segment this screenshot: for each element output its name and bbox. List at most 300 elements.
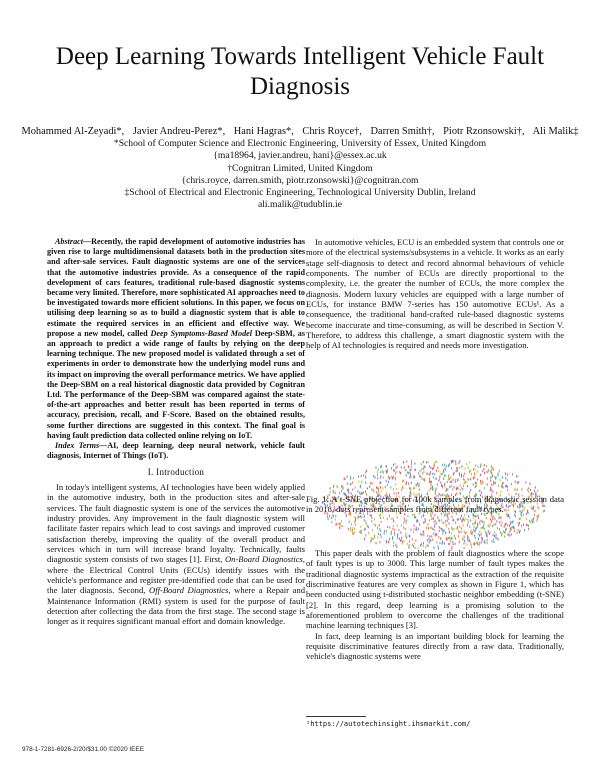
tsne-point — [461, 514, 462, 517]
tsne-point — [445, 520, 446, 523]
tsne-point — [452, 488, 453, 491]
tsne-point — [350, 527, 351, 530]
tsne-point — [360, 515, 361, 518]
figure-caption: Fig. 1: A t-SNE projection for 100k samples from diagnostic session data in 2018, dots represent samples from different fault types. — [306, 494, 564, 515]
tsne-point — [505, 477, 506, 480]
tsne-point — [452, 460, 453, 463]
tsne-point — [507, 524, 508, 527]
tsne-point — [386, 479, 387, 482]
tsne-point — [364, 538, 365, 541]
tsne-point — [416, 526, 417, 529]
tsne-point — [352, 531, 353, 534]
tsne-point — [408, 465, 409, 468]
tsne-point — [374, 518, 375, 521]
tsne-point — [464, 519, 465, 522]
tsne-point — [419, 482, 420, 485]
tsne-point — [434, 473, 435, 476]
tsne-point — [473, 468, 474, 471]
tsne-point — [430, 466, 431, 469]
tsne-point — [352, 488, 353, 491]
tsne-point — [483, 526, 484, 529]
tsne-point — [466, 543, 467, 546]
tsne-point — [517, 531, 518, 534]
tsne-point — [478, 533, 479, 536]
tsne-point — [489, 532, 490, 535]
tsne-point — [467, 518, 468, 521]
left-column — [47, 237, 305, 627]
tsne-point — [434, 521, 435, 524]
tsne-point — [517, 481, 518, 484]
tsne-point — [380, 476, 381, 479]
author-names — [20, 126, 580, 138]
tsne-point — [410, 473, 411, 476]
tsne-point — [393, 520, 394, 523]
tsne-point — [466, 531, 467, 534]
tsne-point — [512, 520, 513, 523]
tsne-point — [459, 541, 460, 544]
tsne-point — [361, 475, 362, 478]
tsne-point — [379, 541, 380, 544]
tsne-point — [423, 531, 424, 534]
tsne-point — [473, 483, 474, 486]
tsne-point — [419, 488, 420, 491]
tsne-point — [496, 476, 497, 479]
tsne-point — [438, 519, 439, 522]
tsne-point — [496, 537, 497, 540]
tsne-point — [467, 478, 468, 481]
tsne-point — [457, 486, 458, 489]
tsne-point — [412, 544, 413, 547]
right-column-continued — [306, 548, 564, 662]
tsne-point — [535, 486, 536, 489]
tsne-point — [375, 466, 376, 469]
tsne-point — [440, 481, 441, 484]
tsne-point — [427, 461, 428, 464]
tsne-point — [403, 540, 404, 543]
tsne-point — [474, 476, 475, 479]
tsne-point — [333, 490, 334, 493]
tsne-point — [388, 480, 389, 483]
tsne-point — [455, 463, 456, 466]
tsne-point — [472, 523, 473, 526]
tsne-point — [455, 521, 456, 524]
model-name: Deep Symptoms-Based Model — [150, 328, 253, 338]
tsne-point — [478, 537, 479, 540]
tsne-point — [445, 490, 446, 493]
tsne-point — [371, 520, 372, 523]
tsne-point — [395, 483, 396, 486]
tsne-point — [385, 486, 386, 489]
tsne-point — [476, 484, 477, 487]
tsne-point — [499, 528, 500, 531]
tsne-point — [416, 484, 417, 487]
tsne-point — [373, 489, 374, 492]
tsne-point — [473, 525, 474, 528]
tsne-point — [427, 534, 428, 537]
tsne-point — [477, 542, 478, 545]
tsne-point — [426, 472, 427, 475]
tsne-point — [388, 475, 389, 478]
tsne-point — [534, 490, 535, 493]
tsne-point — [448, 476, 449, 479]
body-paragraph: In fact, deep learning is an important building block for learning the requisite discriminative features directly from a raw data. Traditionally, vehicle's diagnostic systems were — [306, 630, 564, 662]
tsne-point — [370, 482, 371, 485]
tsne-point — [336, 523, 337, 526]
tsne-point — [380, 517, 381, 520]
tsne-point — [341, 485, 342, 488]
tsne-point — [406, 474, 407, 477]
tsne-point — [449, 463, 450, 466]
tsne-point — [382, 487, 383, 490]
tsne-point — [399, 537, 400, 540]
tsne-point — [421, 533, 422, 536]
tsne-point — [519, 518, 520, 521]
tsne-point — [429, 478, 430, 481]
tsne-point — [470, 519, 471, 522]
tsne-point — [493, 515, 494, 518]
tsne-point — [358, 475, 359, 478]
tsne-point — [493, 538, 494, 541]
tsne-point — [383, 471, 384, 474]
tsne-point — [456, 470, 457, 473]
tsne-point — [384, 530, 385, 533]
tsne-point — [511, 528, 512, 531]
tsne-point — [428, 538, 429, 541]
tsne-point — [429, 519, 430, 522]
tsne-point — [488, 469, 489, 472]
tsne-point — [386, 465, 387, 468]
tsne-point — [384, 532, 385, 535]
affiliation-line: *School of Computer Science and Electronic Engineering, University of Essex, United Kingdom — [113, 138, 487, 150]
tsne-point — [395, 543, 396, 546]
tsne-point — [342, 487, 343, 490]
tsne-point — [467, 485, 468, 488]
tsne-point — [435, 461, 436, 464]
tsne-point — [406, 519, 407, 522]
tsne-point — [436, 522, 437, 525]
tsne-point — [406, 536, 407, 539]
tsne-point — [430, 539, 431, 542]
tsne-point — [453, 486, 454, 489]
tsne-point — [482, 520, 483, 523]
tsne-point — [463, 478, 464, 481]
tsne-point — [473, 529, 474, 532]
tsne-point — [491, 540, 492, 543]
tsne-point — [403, 480, 404, 483]
tsne-point — [514, 487, 515, 490]
tsne-point — [454, 534, 455, 537]
tsne-point — [371, 488, 372, 491]
tsne-point — [510, 521, 511, 524]
tsne-point — [374, 536, 375, 539]
tsne-point — [349, 520, 350, 523]
tsne-point — [388, 540, 389, 543]
footnote: ¹https://autotechinsight.ihsmarkit.com/ — [306, 720, 471, 728]
tsne-point — [372, 538, 373, 541]
tsne-point — [360, 525, 361, 528]
tsne-point — [348, 488, 349, 491]
tsne-point — [521, 525, 522, 528]
tsne-point — [444, 542, 445, 545]
tsne-point — [481, 527, 482, 530]
tsne-point — [489, 525, 490, 528]
tsne-point — [475, 527, 476, 530]
tsne-point — [403, 526, 404, 529]
tsne-point — [470, 470, 471, 473]
tsne-point — [328, 518, 329, 521]
tsne-point — [464, 540, 465, 543]
email-line: {ma18964, javier.andreu, hani}@essex.ac.uk — [213, 150, 387, 162]
tsne-point — [505, 528, 506, 531]
tsne-point — [425, 519, 426, 522]
tsne-point — [471, 529, 472, 532]
tsne-point — [488, 530, 489, 533]
tsne-point — [458, 518, 459, 521]
affiliation-line: †Cognitran Limited, United Kingdom — [227, 162, 373, 174]
tsne-point — [463, 475, 464, 478]
tsne-point — [449, 542, 450, 545]
tsne-point — [458, 535, 459, 538]
tsne-point — [443, 471, 444, 474]
tsne-point — [448, 464, 449, 467]
tsne-point — [474, 472, 475, 475]
tsne-point — [498, 484, 499, 487]
tsne-point — [504, 535, 505, 538]
tsne-point — [447, 488, 448, 491]
tsne-point — [378, 468, 379, 471]
tsne-point — [462, 537, 463, 540]
tsne-point — [433, 517, 434, 520]
tsne-point — [463, 542, 464, 545]
tsne-point — [494, 535, 495, 538]
tsne-point — [435, 477, 436, 480]
tsne-point — [459, 473, 460, 476]
tsne-point — [458, 462, 459, 465]
tsne-point — [480, 474, 481, 477]
tsne-point — [484, 487, 485, 490]
tsne-point — [446, 524, 447, 527]
tsne-point — [472, 531, 473, 534]
tsne-point — [361, 516, 362, 519]
tsne-point — [450, 476, 451, 479]
tsne-point — [437, 516, 438, 519]
author-name: Javier Andreu-Perez*, — [132, 126, 226, 137]
tsne-point — [442, 528, 443, 531]
tsne-point — [441, 519, 442, 522]
tsne-point — [427, 523, 428, 526]
tsne-point — [380, 486, 381, 489]
tsne-point — [518, 522, 519, 525]
tsne-point — [405, 535, 406, 538]
tsne-point — [369, 485, 370, 488]
tsne-point — [474, 468, 475, 471]
tsne-point — [511, 533, 512, 536]
tsne-point — [466, 463, 467, 466]
tsne-point — [444, 482, 445, 485]
tsne-point — [509, 525, 510, 528]
tsne-point — [367, 487, 368, 490]
tsne-point — [414, 516, 415, 519]
tsne-point — [377, 536, 378, 539]
tsne-point — [350, 483, 351, 486]
tsne-point — [498, 538, 499, 541]
tsne-point — [347, 482, 348, 485]
tsne-point — [477, 478, 478, 481]
tsne-point — [430, 515, 431, 518]
tsne-point — [442, 542, 443, 545]
tsne-point — [451, 481, 452, 484]
tsne-point — [480, 480, 481, 483]
tsne-point — [430, 471, 431, 474]
emphasis-text: On-Board Diagnostics — [225, 554, 303, 565]
tsne-point — [358, 480, 359, 483]
tsne-point — [423, 544, 424, 547]
tsne-point — [350, 476, 351, 479]
tsne-point — [431, 518, 432, 521]
tsne-point — [449, 486, 450, 489]
abstract-text: Deep-SBM, as an approach to predict a wide range of faults by relying on the deep learning technique. The new proposed model is validated through a set of experiments in order to demonstrate how the underlying model runs and its impact on improving the overall performance metrics. We have applied the Deep-SBM on a real historical diagnostic data provided by Cognitran Ltd. The performance of the Deep-SBM was compared against the state-of-the-art approaches and better result has been reported in terms of accuracy, precision, recall, and F-Score. Based on the obtained results, some further directions are suggested in this context. The final goal is having fault prediction data collected online relying on IoT. — [47, 328, 306, 440]
tsne-point — [482, 538, 483, 541]
tsne-point — [487, 471, 488, 474]
paragraph-text: In today's intelligent systems, AI technologies have been widely applied in the automotive industry, both in the production sites and after-sale services. The fault diagnostic system is one of the services the automotive industry provides. Any improvement in the fault diagnostic system will facilitate faster repairs which lead to cost savings and improved customer satisfaction thereby, improving the quality of the overall product and services which in turn will increase brand loyalty. Technically, faults diagnostic system consists of two stages [1]. First, — [47, 481, 305, 565]
index-terms-text: —AI, deep learning, deep neural network, vehicle fault diagnosis, Internet of Things (IoT). — [47, 441, 305, 461]
tsne-point — [500, 531, 501, 534]
tsne-point — [435, 490, 436, 493]
tsne-point — [483, 468, 484, 471]
tsne-point — [413, 531, 414, 534]
tsne-point — [409, 540, 410, 543]
email-line: {chris.royce, darren.smith, piotr.rzonsowski}@cognitran.com — [181, 174, 419, 186]
tsne-point — [354, 516, 355, 519]
tsne-point — [464, 530, 465, 533]
tsne-point — [354, 527, 355, 530]
tsne-point — [377, 526, 378, 529]
tsne-point — [341, 490, 342, 493]
tsne-point — [382, 469, 383, 472]
tsne-point — [453, 460, 454, 463]
tsne-point — [455, 542, 456, 545]
tsne-point — [487, 483, 488, 486]
tsne-point — [352, 526, 353, 529]
tsne-point — [506, 522, 507, 525]
tsne-point — [420, 544, 421, 547]
index-terms-label: Index Terms — [55, 441, 100, 451]
tsne-point — [413, 528, 414, 531]
tsne-point — [491, 472, 492, 475]
tsne-point — [494, 475, 495, 478]
tsne-point — [371, 516, 372, 519]
tsne-point — [395, 467, 396, 470]
tsne-point — [509, 531, 510, 534]
tsne-point — [426, 544, 427, 547]
tsne-point — [359, 530, 360, 533]
tsne-point — [455, 460, 456, 463]
tsne-point — [485, 531, 486, 534]
emphasis-text: Off-Board Diagnostics — [149, 585, 229, 596]
author-name: Mohammed Al-Zeyadi*, — [21, 126, 125, 137]
tsne-point — [529, 482, 530, 485]
tsne-point — [411, 465, 412, 468]
tsne-point — [451, 537, 452, 540]
tsne-point — [387, 469, 388, 472]
tsne-point — [527, 524, 528, 527]
tsne-point — [421, 468, 422, 471]
tsne-point — [482, 526, 483, 529]
tsne-point — [489, 524, 490, 527]
tsne-point — [393, 463, 394, 466]
tsne-point — [457, 469, 458, 472]
tsne-point — [334, 484, 335, 487]
tsne-point — [397, 524, 398, 527]
tsne-point — [361, 530, 362, 533]
tsne-point — [407, 471, 408, 474]
tsne-point — [430, 483, 431, 486]
tsne-point — [475, 464, 476, 467]
tsne-point — [475, 519, 476, 522]
tsne-point — [461, 527, 462, 530]
tsne-point — [395, 478, 396, 481]
tsne-point — [464, 479, 465, 482]
tsne-point — [393, 517, 394, 520]
tsne-point — [346, 515, 347, 518]
tsne-point — [474, 534, 475, 537]
tsne-point — [487, 538, 488, 541]
tsne-point — [401, 466, 402, 469]
tsne-point — [361, 481, 362, 484]
tsne-point — [474, 543, 475, 546]
tsne-point — [441, 473, 442, 476]
tsne-point — [464, 535, 465, 538]
tsne-point — [411, 463, 412, 466]
tsne-point — [473, 543, 474, 546]
tsne-point — [339, 527, 340, 530]
tsne-point — [393, 469, 394, 472]
tsne-point — [494, 531, 495, 534]
tsne-point — [431, 526, 432, 529]
tsne-point — [461, 531, 462, 534]
tsne-point — [366, 469, 367, 472]
tsne-point — [501, 533, 502, 536]
tsne-point — [383, 516, 384, 519]
tsne-point — [486, 532, 487, 535]
tsne-point — [473, 514, 474, 517]
tsne-point — [428, 527, 429, 530]
tsne-point — [406, 522, 407, 525]
tsne-point — [442, 530, 443, 533]
tsne-point — [437, 466, 438, 469]
tsne-point — [439, 475, 440, 478]
tsne-point — [375, 542, 376, 545]
tsne-point — [507, 473, 508, 476]
tsne-point — [395, 463, 396, 466]
tsne-point — [414, 469, 415, 472]
tsne-point — [401, 536, 402, 539]
tsne-point — [453, 478, 454, 481]
tsne-point — [496, 520, 497, 523]
tsne-point — [396, 471, 397, 474]
tsne-point — [401, 488, 402, 491]
tsne-point — [509, 534, 510, 537]
tsne-point — [365, 481, 366, 484]
tsne-point — [395, 472, 396, 475]
tsne-point — [422, 477, 423, 480]
tsne-point — [512, 526, 513, 529]
tsne-point — [353, 477, 354, 480]
tsne-point — [448, 517, 449, 520]
tsne-point — [502, 486, 503, 489]
body-paragraph: In automotive vehicles, ECU is an embedded system that controls one or more of the electrical systems/subsystems in a vehicle. It works as an early stage self-diagnosis to detect and record abnormal behaviours of vehicle components. The number of ECUs are directly proportional to the complexity, i.e. the greater the number of ECUs, the more complex the diagnosis. Modern luxury vehicles are equipped with a large number of ECUs, for instance BMW 7-series has 150 automotive ECUs¹. As a consequence, the traditional hand-crafted rule-based diagnostic systems become inaccurate and time-consuming, as will be described in Section V. Therefore, to address this challenge, a smart diagnostic system with the help of AI technologies is required and needs more investigation. — [306, 237, 564, 351]
tsne-point — [380, 520, 381, 523]
